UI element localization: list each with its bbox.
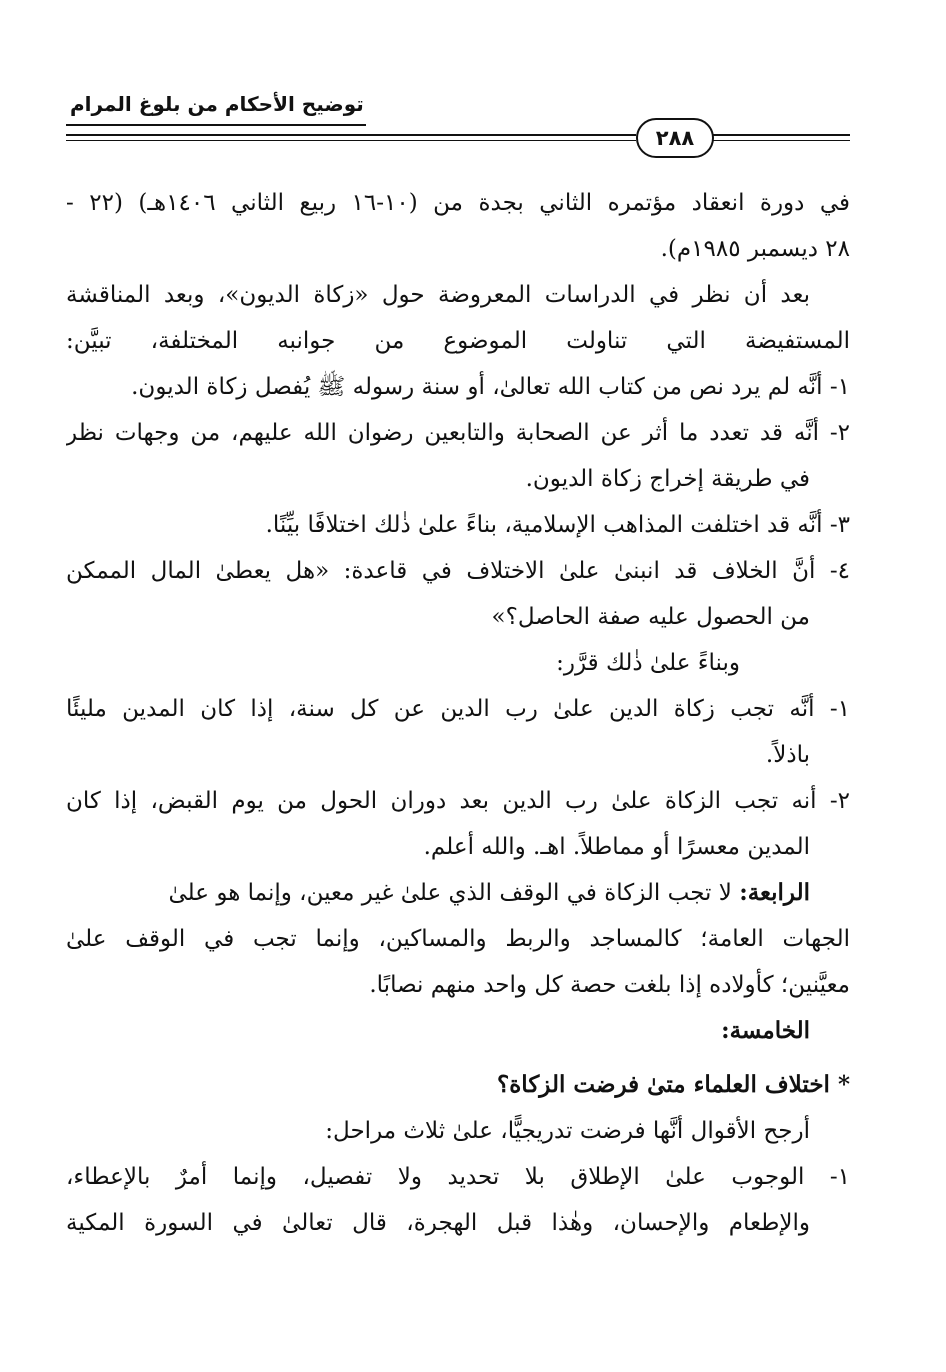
header-rule-right xyxy=(712,134,850,136)
text-line: ٢- أنه تجب الزكاة علىٰ رب الدين بعد دوران الحول من يوم القبض، إذا كان xyxy=(66,788,850,814)
text-span: لا تجب الزكاة في الوقف الذي علىٰ غير معين، وإنما هو علىٰ xyxy=(168,880,732,906)
text-line: المدين معسرًا أو مماطلاً. اهـ. والله أعلم. xyxy=(423,834,810,860)
page-number: ٢٨٨ xyxy=(636,118,714,158)
text-line xyxy=(66,870,850,916)
text-line: أرجح الأقوال أنَّها فرضت تدريجيًّا، علىٰ ثلاث مراحل: xyxy=(325,1118,810,1144)
text-line: معيَّنين؛ كأولاده إذا بلغت حصة كل واحد منهم نصابًا. xyxy=(369,972,850,998)
text-line: في دورة انعقاد مؤتمره الثاني بجدة من (١٠-١٦ ربيع الثاني ١٤٠٦هـ) (٢٢ - xyxy=(66,190,850,216)
text-line: المستفيضة التي تناولت الموضوع من جوانبه المختلفة، تبيَّن: xyxy=(66,328,850,354)
header-rule-right-thin xyxy=(712,140,850,141)
header-rule-left xyxy=(66,134,636,136)
text-line: ٤- أنَّ الخلاف قد انبنىٰ علىٰ الاختلاف في قاعدة: «هل يعطىٰ المال الممكن xyxy=(66,558,850,584)
spacer xyxy=(66,1054,850,1062)
header-rule-left-thin xyxy=(66,140,636,141)
text-line: ٢- أنَّه قد تعدد ما أثر عن الصحابة والتابعين رضوان الله عليهم، من وجهات نظر xyxy=(66,420,850,446)
section-label-fifth: الخامسة: xyxy=(721,1017,810,1044)
text-line: في طريقة إخراج زكاة الديون. xyxy=(525,466,810,492)
running-header-title: توضيح الأحكام من بلوغ المرام xyxy=(70,92,364,116)
text-line: ٢٨ ديسمبر ١٩٨٥م). xyxy=(660,236,850,262)
text-line: ٣- أنَّه قد اختلفت المذاهب الإسلامية، بناءً علىٰ ذٰلك اختلافًا بيِّنًا. xyxy=(265,512,850,538)
text-line: ١- الوجوب علىٰ الإطلاق بلا تحديد ولا تفصيل، وإنما أمرٌ بالإعطاء، xyxy=(66,1164,850,1190)
page-body xyxy=(66,180,850,1300)
text-line: من الحصول عليه صفة الحاصل؟» xyxy=(491,604,810,630)
text-line: باذلاً. xyxy=(765,742,810,768)
section-heading: * اختلاف العلماء متىٰ فرضت الزكاة؟ xyxy=(497,1071,850,1098)
text-line: وبناءً علىٰ ذٰلك قرَّر: xyxy=(556,650,740,676)
section-label-fourth: الرابعة: xyxy=(739,879,810,906)
text-line: بعد أن نظر في الدراسات المعروضة حول «زكاة الديون»، وبعد المناقشة xyxy=(66,282,810,308)
text-line: الجهات العامة؛ كالمساجد والربط والمساكين، وإنما تجب في الوقف علىٰ xyxy=(66,926,850,952)
header-underline xyxy=(66,124,366,126)
text-line: ١- أنَّه لم يرد نص من كتاب الله تعالىٰ، أو سنة رسوله ﷺ يُفصل زكاة الديون. xyxy=(131,374,850,400)
text-line: والإطعام والإحسان، وهٰذا قبل الهجرة، قال تعالىٰ في السورة المكية xyxy=(66,1210,810,1236)
text-line: ١- أنَّه تجب زكاة الدين علىٰ رب الدين عن كل سنة، إذا كان المدين مليئًا xyxy=(66,696,850,722)
